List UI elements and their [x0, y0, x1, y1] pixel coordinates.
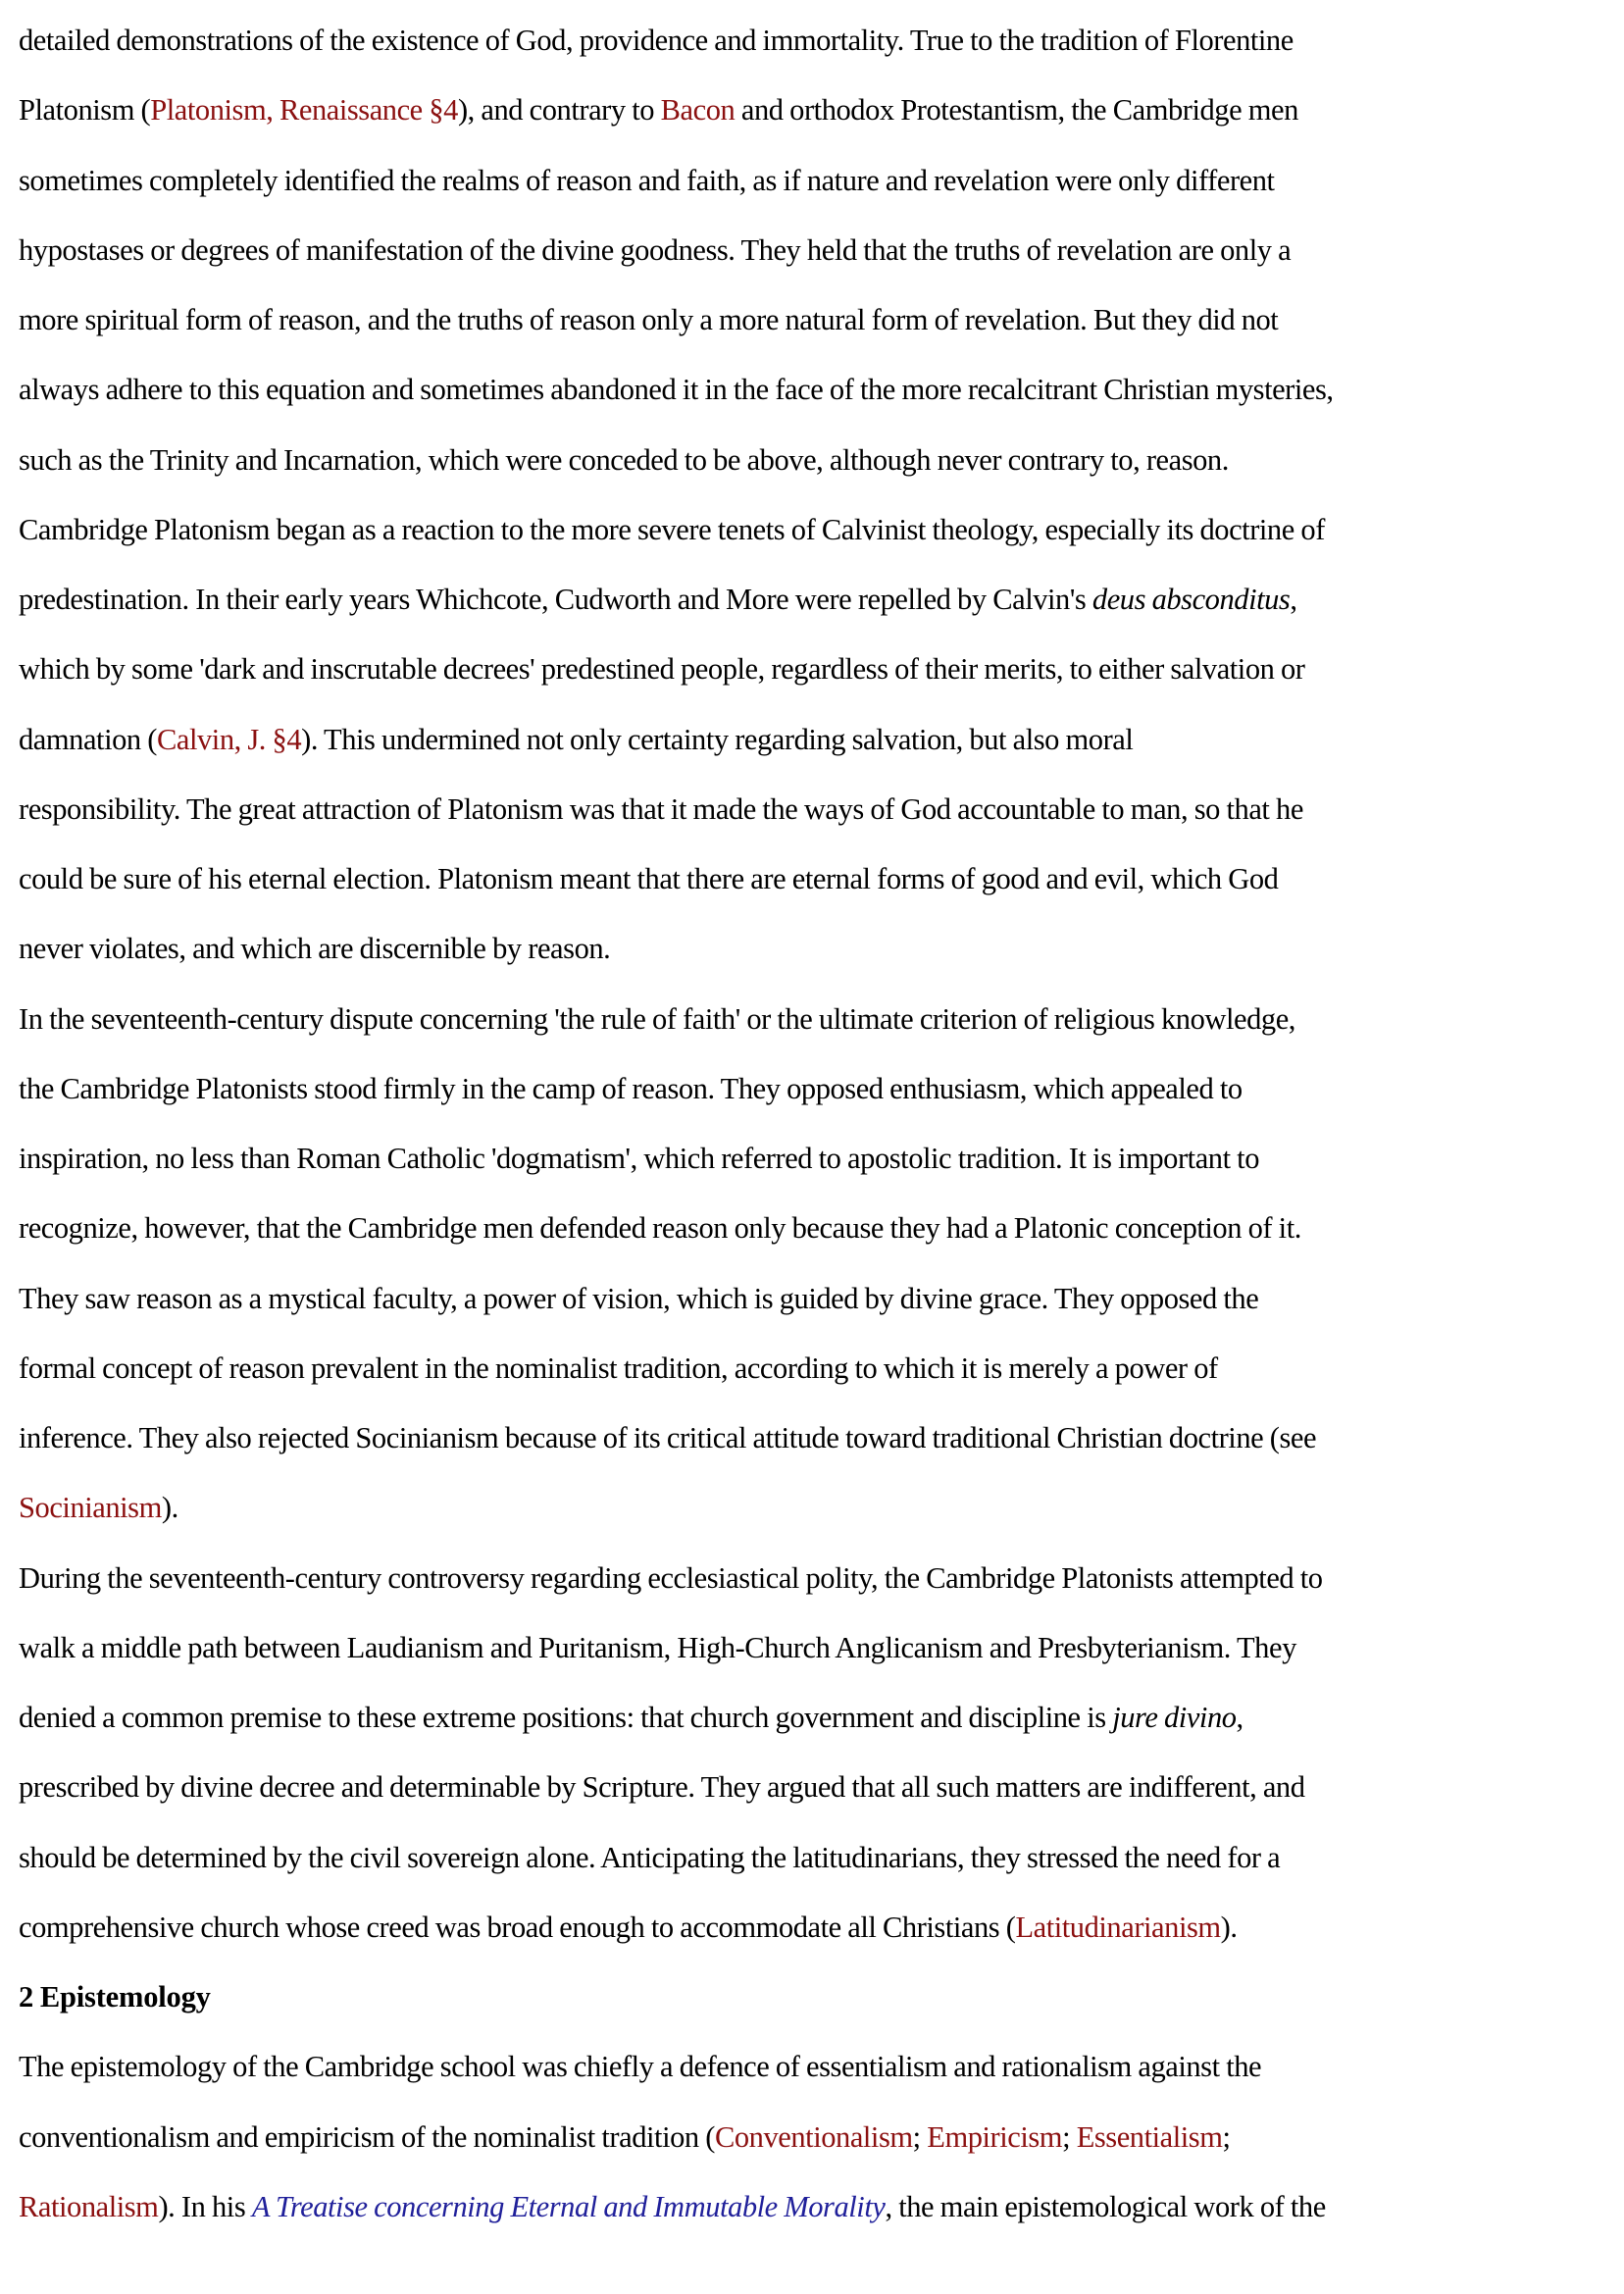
body-text: ;	[1062, 2119, 1077, 2154]
cross-reference-link[interactable]: Essentialism	[1076, 2119, 1223, 2154]
text-line	[19, 293, 1588, 363]
body-text: ;	[1222, 2119, 1231, 2154]
text-line	[19, 83, 1588, 153]
body-text: They saw reason as a mystical faculty, a power of vision, which is guided by divine grace. They opposed the	[19, 1281, 1259, 1315]
body-text: ,	[1236, 1701, 1243, 1734]
text-line	[19, 783, 1588, 852]
text-line	[19, 1621, 1588, 1691]
text-line	[19, 1552, 1588, 1621]
italic-term: deus absconditus	[1091, 583, 1291, 616]
cross-reference-link[interactable]: Calvin, J. §4	[156, 722, 302, 756]
body-text: predestination. In their early years Whichcote, Cudworth and More were repelled by Calvin's	[19, 583, 1092, 616]
body-text: During the seventeenth-century controversy regarding ecclesiastical polity, the Cambridge Platonists attempted to	[19, 1560, 1323, 1595]
text-line	[19, 224, 1588, 293]
work-title-link[interactable]: A Treatise concerning Eternal and Immutable Morality	[251, 2189, 886, 2223]
cross-reference-link[interactable]: Rationalism	[19, 2189, 159, 2223]
text-line	[19, 1831, 1588, 1901]
text-line	[19, 1342, 1588, 1411]
text-line	[19, 1760, 1588, 1830]
cross-reference-link[interactable]: Bacon	[660, 93, 736, 127]
body-text: more spiritual form of reason, and the truths of reason only a more natural form of revelation. But they did not	[19, 303, 1279, 336]
body-text: In the seventeenth-century dispute concerning 'the rule of faith' or the ultimate criterion of religious knowledge,	[19, 1001, 1295, 1036]
text-line	[19, 1132, 1588, 1201]
text-line	[19, 1201, 1588, 1271]
body-text: The epistemology of the Cambridge school was chiefly a defence of essentialism and rationalism against the	[19, 2050, 1262, 2084]
body-text: ).	[161, 1491, 178, 1525]
body-text: the Cambridge Platonists stood firmly in the camp of reason. They opposed enthusiasm, which appealed to	[19, 1071, 1243, 1105]
body-text: inference. They also rejected Socinianism because of its critical attitude toward traditional Christian doctrine (see	[19, 1421, 1317, 1454]
text-line	[19, 503, 1588, 573]
text-line	[19, 14, 1588, 83]
body-text: ).	[1220, 1910, 1238, 1944]
body-text: hypostases or degrees of manifestation of the divine goodness. They held that the truths of revelation are only a	[19, 232, 1292, 267]
italic-term: jure divino	[1112, 1701, 1237, 1734]
cross-reference-link[interactable]: Socinianism	[19, 1491, 162, 1525]
text-line	[19, 1481, 1588, 1551]
section-heading	[19, 1970, 1588, 2040]
text-line	[19, 2180, 1588, 2250]
body-text: responsibility. The great attraction of Platonism was that it made the ways of God accountable to man, so that he	[19, 791, 1303, 826]
body-text: always adhere to this equation and sometimes abandoned it in the face of the more recalcitrant Christian mysteries,	[19, 373, 1334, 407]
body-text: ), and contrary to	[457, 93, 661, 127]
body-text: could be sure of his eternal election. Platonism meant that there are eternal forms of good and evil, which God	[19, 862, 1279, 895]
body-text: conventionalism and empiricism of the nominalist tradition (	[19, 2119, 715, 2154]
cross-reference-link[interactable]: Conventionalism	[714, 2119, 913, 2154]
cross-reference-link[interactable]: Latitudinarianism	[1015, 1910, 1221, 1944]
cross-reference-link[interactable]: Empiricism	[927, 2119, 1063, 2154]
text-line	[19, 993, 1588, 1062]
body-text: should be determined by the civil sovereign alone. Anticipating the latitudinarians, they stressed the need for a	[19, 1840, 1281, 1874]
body-text: Cambridge Platonism began as a reaction to the more severe tenets of Calvinist theology, especially its doctrine of	[19, 512, 1325, 546]
text-line	[19, 642, 1588, 712]
body-text: sometimes completely identified the realms of reason and faith, as if nature and revelation were only different	[19, 163, 1275, 197]
text-line	[19, 1062, 1588, 1132]
text-line	[19, 1411, 1588, 1481]
text-line	[19, 433, 1588, 503]
text-line	[19, 154, 1588, 224]
text-line	[19, 363, 1588, 433]
body-text: , the main epistemological work of the	[885, 2189, 1326, 2223]
text-line	[19, 1691, 1588, 1760]
document-body	[19, 14, 1588, 2250]
text-line	[19, 713, 1588, 783]
text-line	[19, 1901, 1588, 1970]
body-text: Platonism (	[19, 93, 151, 127]
body-text: damnation (	[19, 722, 157, 756]
body-text: ). In his	[158, 2189, 252, 2223]
body-text: which by some 'dark and inscrutable decrees' predestined people, regardless of their merits, to either salvation or	[19, 652, 1305, 687]
text-line	[19, 2040, 1588, 2110]
body-text: recognize, however, that the Cambridge men defended reason only because they had a Platonic conception of it.	[19, 1211, 1301, 1246]
body-text: ;	[912, 2119, 928, 2154]
body-text: inspiration, no less than Roman Catholic 'dogmatism', which referred to apostolic tradition. It is important to	[19, 1142, 1260, 1175]
body-text: formal concept of reason prevalent in the nominalist tradition, according to which it is merely a power of	[19, 1351, 1218, 1385]
body-text: such as the Trinity and Incarnation, which were conceded to be above, although never contrary to, reason.	[19, 442, 1229, 477]
body-text: comprehensive church whose creed was broad enough to accommodate all Christians (	[19, 1910, 1016, 1944]
cross-reference-link[interactable]: Platonism, Renaissance §4	[150, 93, 458, 127]
section-heading-text: 2 Epistemology	[19, 1980, 211, 2014]
body-text: ). This undermined not only certainty regarding salvation, but also moral	[301, 722, 1134, 756]
body-text: walk a middle path between Laudianism and Puritanism, High-Church Anglicanism and Presbyterianism. They	[19, 1630, 1296, 1664]
text-line	[19, 1272, 1588, 1342]
body-text: and orthodox Protestantism, the Cambridge men	[735, 93, 1298, 127]
text-line	[19, 852, 1588, 922]
text-line	[19, 573, 1588, 642]
body-text: prescribed by divine decree and determinable by Scripture. They argued that all such matters are indifferent, and	[19, 1770, 1305, 1805]
text-line	[19, 2111, 1588, 2180]
body-text: detailed demonstrations of the existence of God, providence and immortality. True to the tradition of Florentine	[19, 24, 1294, 57]
body-text: ,	[1290, 583, 1297, 616]
body-text: denied a common premise to these extreme positions: that church government and discipline is	[19, 1701, 1113, 1734]
body-text: never violates, and which are discernible by reason.	[19, 932, 611, 966]
text-line	[19, 922, 1588, 992]
